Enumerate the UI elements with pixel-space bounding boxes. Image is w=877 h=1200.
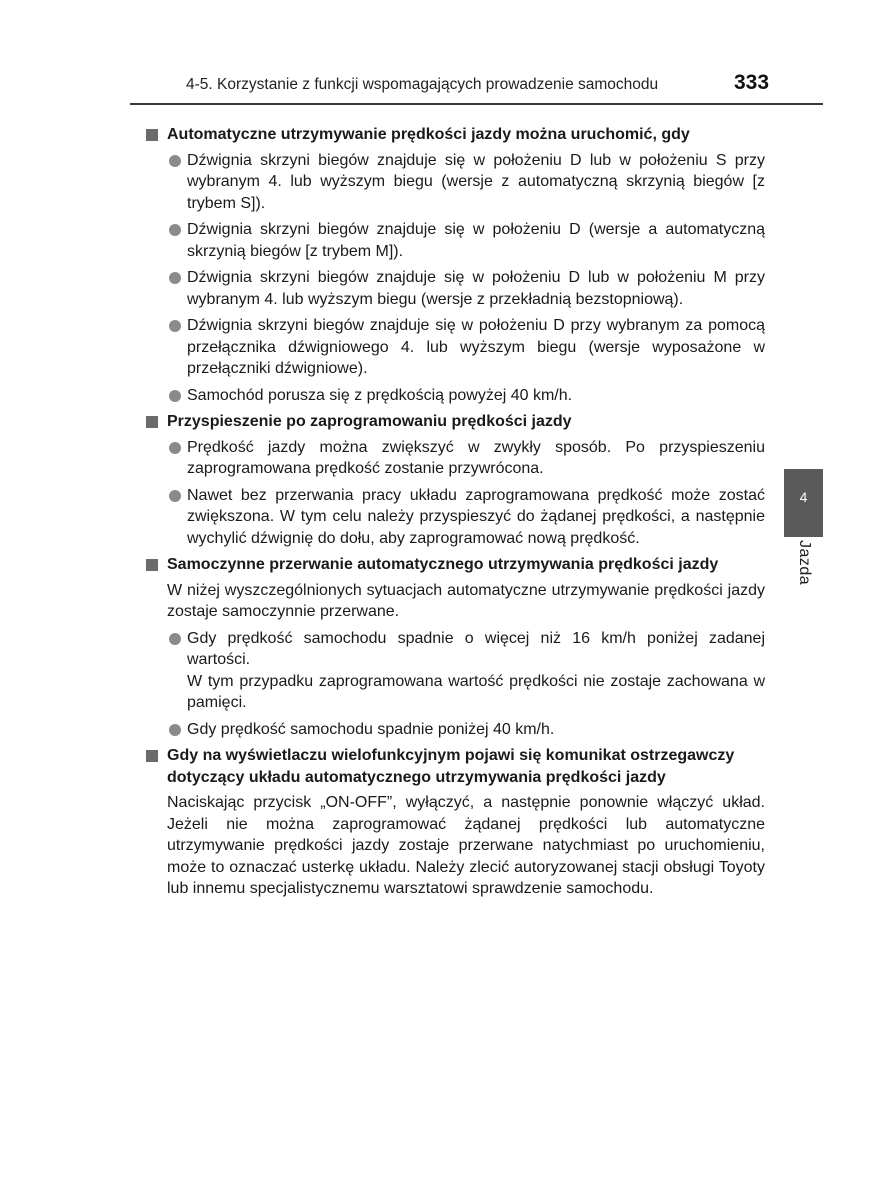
round-bullet-icon	[169, 633, 181, 645]
page-body	[145, 124, 765, 905]
section-warning-message	[145, 745, 765, 900]
round-bullet-icon	[169, 724, 181, 736]
round-bullet-icon	[169, 490, 181, 502]
list-item: Prędkość jazdy można zwiększyć w zwykły sposób. Po przyspieszeniu zaprogramowana prędkość zostanie przywrócona.	[145, 437, 765, 480]
list-item: Dźwignia skrzyni biegów znajduje się w położeniu D (wersje a automatyczną skrzynią biegów [z trybem M]).	[145, 219, 765, 262]
section-heading: Automatyczne utrzymywanie prędkości jazdy można uruchomić, gdy	[145, 124, 765, 146]
header-divider	[130, 103, 823, 105]
section-body: Naciskając przycisk „ON-OFF”, wyłączyć, a następnie ponownie włączyć układ. Jeżeli nie można zaprogramować żądanej prędkości lub automatyczne utrzymywanie prędkości jazdy zostaje przerwane natychmiast po uruchomieniu, może to oznaczać usterkę układu. Należy zlecić autoryzowanej stacji obsługi Toyoty lub innemu specjalistycznemu warsztatowi sprawdzenie samochodu.	[167, 794, 765, 897]
round-bullet-icon	[169, 390, 181, 402]
chapter-tab-label: Jazda	[796, 540, 813, 586]
square-bullet-icon	[146, 129, 158, 141]
chapter-title: 4-5. Korzystanie z funkcji wspomagających prowadzenie samochodu	[186, 76, 659, 93]
round-bullet-icon	[169, 442, 181, 454]
section-activation-conditions	[145, 124, 765, 406]
chapter-tab-number: 4	[799, 489, 808, 505]
list-item: Nawet bez przerwania pracy układu zaprogramowana prędkość może zostać zwiększona. W tym celu należy przyspieszyć do żądanej prędkości, a następnie wychylić dźwignię do dołu, aby zaprogramować nową prędkość.	[145, 485, 765, 550]
chapter-tab	[784, 469, 823, 537]
list-item: Gdy prędkość samochodu spadnie poniżej 40 km/h.	[145, 719, 765, 741]
square-bullet-icon	[146, 416, 158, 428]
round-bullet-icon	[169, 272, 181, 284]
list-item: Dźwignia skrzyni biegów znajduje się w położeniu D lub w położeniu M przy wybranym 4. lub wyższym biegu (wersje z przekładnią bezstopniową).	[145, 267, 765, 310]
round-bullet-icon	[169, 224, 181, 236]
section-heading: Samoczynne przerwanie automatycznego utrzymywania prędkości jazdy	[145, 554, 765, 576]
page-number: 333	[734, 71, 770, 94]
list-item-note: W tym przypadku zaprogramowana wartość prędkości nie zostaje zachowana w pamięci.	[187, 672, 765, 711]
list-item: Dźwignia skrzyni biegów znajduje się w położeniu D lub w położeniu S przy wybranym 4. lub wyższym biegu (wersje z automatyczną skrzynią biegów [z trybem S]).	[145, 150, 765, 215]
square-bullet-icon	[146, 559, 158, 571]
section-acceleration	[145, 411, 765, 549]
square-bullet-icon	[146, 750, 158, 762]
list-item: Samochód porusza się z prędkością powyżej 40 km/h.	[145, 385, 765, 407]
section-intro: W niżej wyszczególnionych sytuacjach automatyczne utrzymywanie prędkości jazdy zostaje samoczynnie przerwane.	[167, 581, 765, 620]
section-heading: Przyspieszenie po zaprogramowaniu prędkości jazdy	[145, 411, 765, 433]
section-automatic-cancellation	[145, 554, 765, 740]
section-heading: Gdy na wyświetlaczu wielofunkcyjnym pojawi się komunikat ostrzegawczy dotyczący układu automatycznego utrzymywania prędkości jazdy	[145, 745, 765, 788]
round-bullet-icon	[169, 320, 181, 332]
round-bullet-icon	[169, 155, 181, 167]
list-item: Dźwignia skrzyni biegów znajduje się w położeniu D przy wybranym za pomocą przełącznika dźwigniowego 4. lub wyższym biegu (wersje wyposażone w przełączniki dźwigniowe).	[145, 315, 765, 380]
list-item: Gdy prędkość samochodu spadnie o więcej niż 16 km/h poniżej zadanej wartości. W tym przypadku zaprogramowana wartość prędkości nie zostaje zachowana w pamięci.	[145, 628, 765, 714]
